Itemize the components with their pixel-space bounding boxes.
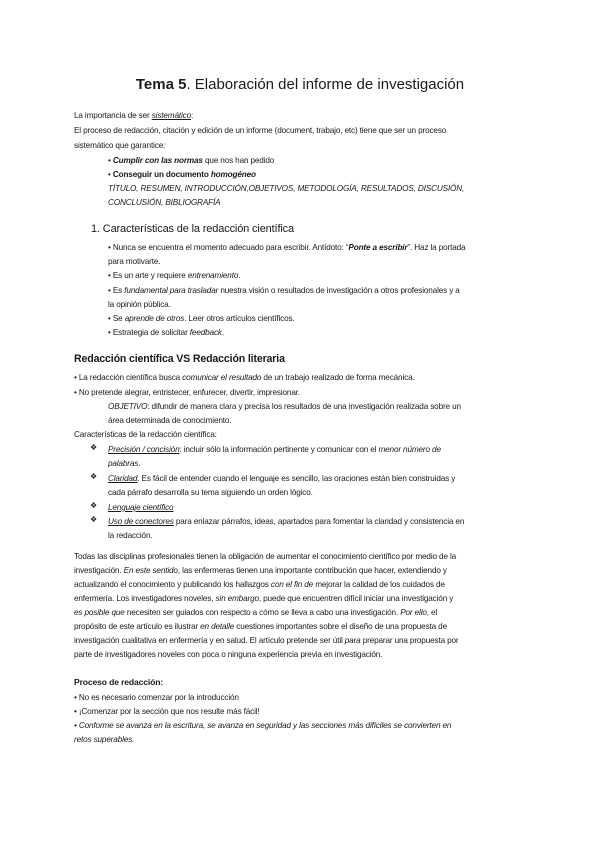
- process-bullet-3: • Conforme se avanza en la escritura, se avanza en seguridad y las secciones más difíciles se convierten en: [74, 721, 452, 730]
- page-title: [0, 76, 600, 93]
- s2-bullet-1: • La redacción científica busca comunicar el resultado de un trabajo realizado de forma mecánica.: [74, 373, 415, 382]
- process-heading: Proceso de redacción:: [74, 677, 164, 687]
- intro-sections-2: CONCLUSIÓN, BIBLIOGRAFÍA: [108, 198, 221, 207]
- s2-char-connectors-cont: la redacción.: [108, 531, 153, 540]
- s2-char-clarity: Claridad. Es fácil de entender cuando el lenguaje es sencillo, las oraciones están bien construidas y: [108, 474, 456, 483]
- title-number: Tema 5: [135, 76, 187, 93]
- diamond-bullet-icon: ❖: [90, 515, 98, 524]
- s2-objective-cont: área determinada de conocimiento.: [108, 416, 232, 425]
- s1-bullet-4: • Se aprende de otros. Leer otros artículos científicos.: [108, 314, 295, 323]
- diamond-bullet-icon: ❖: [90, 501, 98, 510]
- paragraph-line-4: enfermería. Los investigadores noveles, sin embargo, puede que encuentren difícil iniciar una investigación y: [74, 594, 454, 603]
- paragraph-line-6: propósito de este artículo es ilustrar en detalle cuestiones importantes sobre el diseño de una propuesta de: [74, 622, 447, 631]
- s2-characteristics-label: Características de la redacción científica:: [74, 430, 217, 439]
- s2-char-language: Lenguaje científico: [108, 503, 174, 512]
- diamond-bullet-icon: ❖: [90, 472, 98, 481]
- paragraph-line-8: parte de investigadores noveles con poca o ninguna experiencia previa en investigación.: [74, 650, 383, 659]
- intro-bullet-1: • Cumplir con las normas que nos han pedido: [108, 156, 275, 165]
- process-bullet-2: • ¡Comenzar por la sección que nos resulte más fácil!: [74, 707, 260, 716]
- section-1-heading: 1. Características de la redacción científica: [91, 223, 294, 235]
- s2-objective: OBJETIVO: difundir de manera clara y precisa los resultados de una investigación realizada sobre un: [108, 402, 461, 411]
- s2-bullet-2: • No pretende alegrar, entristecer, enfurecer, divertir, impresionar.: [74, 388, 300, 397]
- s1-bullet-2: • Es un arte y requiere entrenamiento.: [108, 271, 241, 280]
- title-text: . Elaboración del informe de investigación: [186, 76, 465, 93]
- s2-char-clarity-cont: cada párrafo desarrolla su tema siguiendo un orden lógico.: [108, 488, 313, 497]
- paragraph-line-5: es posible que necesiten ser guiados con respecto a cómo se lleva a cabo una investigación. Por ello, el: [74, 608, 438, 617]
- intro-line-2: sistemático que garantice:: [74, 141, 166, 150]
- s2-char-precision: Precisión / concisión: incluir sólo la información pertinente y comunicar con el menor número de: [108, 445, 441, 454]
- intro-line-1: El proceso de redacción, citación y edición de un informe (document, trabajo, etc) tiene que ser un proceso: [74, 126, 447, 135]
- paragraph-line-2: investigación. En este sentido, las enfermeras tienen una importante contribución que hacer, extendiendo y: [74, 566, 447, 575]
- intro-bullet-2: • Conseguir un documento homogéneo: [108, 170, 256, 179]
- s1-bullet-3-cont: la opinión pública.: [108, 300, 171, 309]
- diamond-bullet-icon: ❖: [90, 443, 98, 452]
- s1-bullet-1-cont: para motivarte.: [108, 257, 161, 266]
- s1-bullet-5: • Estrategia de solicitar feedback.: [108, 328, 224, 337]
- s2-char-precision-cont: palabras.: [108, 459, 141, 468]
- paragraph-line-1: Todas las disciplinas profesionales tienen la obligación de aumentar el conocimiento científico por medio de la: [74, 552, 457, 561]
- s1-bullet-1: • Nunca se encuentra el momento adecuado para escribir. Antídoto: “Ponte a escribir”. Haz la portada: [108, 243, 466, 252]
- intro-sections-1: TÍTULO, RESUMEN, INTRODUCCIÓN,OBJETIVOS, METODOLOGÍA, RESULTADOS, DISCUSIÓN,: [108, 184, 465, 193]
- paragraph-line-7: investigación cualitativa en enfermería y en salud. El artículo pretende ser útil para preparar una propuesta por: [74, 636, 459, 645]
- s1-bullet-3: • Es fundamental para trasladar nuestra visión o resultados de investigación a otros profesionales y a: [108, 286, 460, 295]
- paragraph-line-3: actualizando el conocimiento y publicando los hallazgos con el fin de mejorar la calidad de los cuidados de: [74, 580, 445, 589]
- section-2-heading: Redacción científica VS Redacción literaria: [74, 353, 285, 365]
- intro-label: La importancia de ser sistemático:: [74, 111, 194, 120]
- process-bullet-1: • No es necesario comenzar por la introducción: [74, 693, 239, 702]
- s2-char-connectors: Uso de conectores para enlazar párrafos, ideas, apartados para fomentar la claridad y consistencia en: [108, 517, 465, 526]
- process-bullet-3-cont: retos superables.: [74, 735, 135, 744]
